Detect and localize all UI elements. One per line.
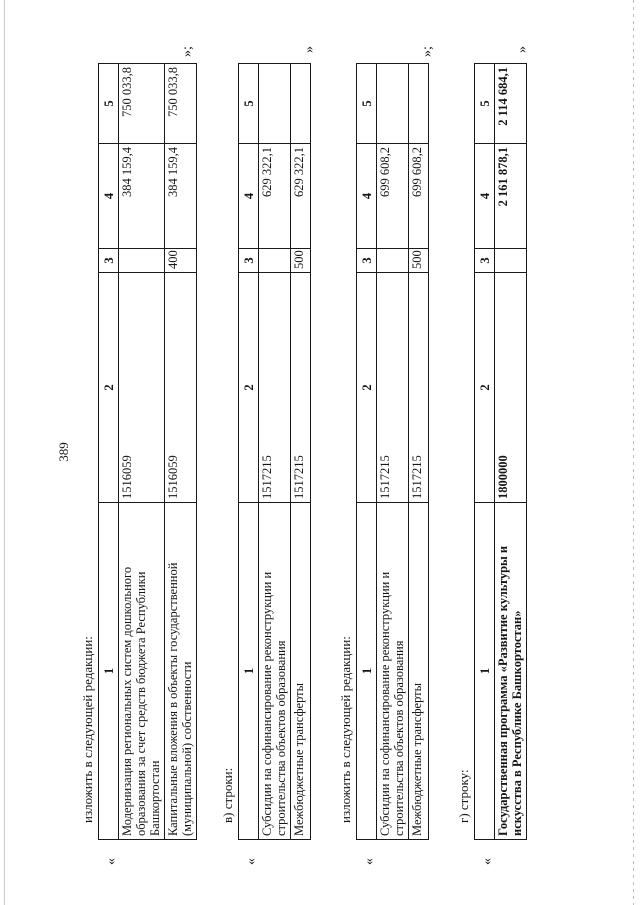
table-header-row <box>239 64 259 840</box>
close-quote: » <box>302 46 317 53</box>
row-type: 500 <box>409 249 429 273</box>
caption-row-g: г) строку: <box>456 769 471 823</box>
table-section-2 <box>238 63 311 840</box>
header-col-5: 5 <box>99 64 119 144</box>
table-row <box>495 64 527 840</box>
budget-table-1 <box>98 63 197 840</box>
open-quote: « <box>244 858 259 865</box>
table-header-row <box>357 64 377 840</box>
row-value-5 <box>291 64 311 144</box>
row-name: Государственная программа «Развитие культуры и искусства в Республике Башкортостан» <box>495 503 527 840</box>
row-type <box>377 249 409 273</box>
table-row <box>291 64 311 840</box>
close-quote: » <box>515 46 530 53</box>
row-code: 1517215 <box>409 273 429 503</box>
header-col-5: 5 <box>239 64 259 144</box>
row-value-5: 750 033,8 <box>165 64 197 144</box>
row-value-5 <box>259 64 291 144</box>
header-col-1: 1 <box>99 503 119 840</box>
row-value-4: 384 159,4 <box>165 144 197 249</box>
page-number: 389 <box>56 442 71 462</box>
row-name: Модернизация региональных систем дошкольного образования за счет средств бюджета Республики Башкортостан <box>119 503 165 840</box>
table-section-4 <box>474 63 527 840</box>
table-section-3 <box>356 63 429 840</box>
open-quote: « <box>480 858 495 865</box>
row-code: 1517215 <box>291 273 311 503</box>
header-col-5: 5 <box>357 64 377 144</box>
header-col-4: 4 <box>239 144 259 249</box>
row-name: Субсидии на софинансирование реконструкции и строительства объектов образования <box>377 503 409 840</box>
header-col-4: 4 <box>357 144 377 249</box>
row-value-4: 699 608,2 <box>377 144 409 249</box>
row-value-4: 2 161 878,1 <box>495 144 527 249</box>
caption-rows-v: в) строки: <box>220 767 235 823</box>
header-col-5: 5 <box>475 64 495 144</box>
budget-table-2 <box>238 63 311 840</box>
table-row <box>377 64 409 840</box>
open-quote: « <box>362 858 377 865</box>
row-code: 1517215 <box>259 273 291 503</box>
close-quote: »; <box>420 46 435 57</box>
header-col-2: 2 <box>239 273 259 503</box>
open-quote: « <box>104 858 119 865</box>
row-code: 1516059 <box>165 273 197 503</box>
budget-table-4 <box>474 63 527 840</box>
table-header-row <box>475 64 495 840</box>
close-quote: »; <box>180 46 195 57</box>
header-col-3: 3 <box>99 249 119 273</box>
row-type: 400 <box>165 249 197 273</box>
header-col-4: 4 <box>475 144 495 249</box>
caption-edit-b: изложить в следующей редакции: <box>338 636 353 823</box>
row-value-5 <box>377 64 409 144</box>
table-row <box>259 64 291 840</box>
header-col-1: 1 <box>239 503 259 840</box>
row-code: 1517215 <box>377 273 409 503</box>
header-col-1: 1 <box>475 503 495 840</box>
row-type: 500 <box>291 249 311 273</box>
row-value-4: 629 322,1 <box>259 144 291 249</box>
table-row <box>119 64 165 840</box>
table-row <box>165 64 197 840</box>
row-value-4: 699 608,2 <box>409 144 429 249</box>
header-col-4: 4 <box>99 144 119 249</box>
row-type <box>119 249 165 273</box>
row-name: Капитальные вложения в объекты государственной (муниципальной) собственности <box>165 503 197 840</box>
table-section-1 <box>98 63 197 840</box>
row-value-4: 629 322,1 <box>291 144 311 249</box>
row-type <box>495 249 527 273</box>
header-col-1: 1 <box>357 503 377 840</box>
table-row <box>409 64 429 840</box>
row-value-5: 2 114 684,1 <box>495 64 527 144</box>
row-value-5: 750 033,8 <box>119 64 165 144</box>
row-name: Субсидии на софинансирование реконструкции и строительства объектов образования <box>259 503 291 840</box>
header-col-2: 2 <box>475 273 495 503</box>
row-name: Межбюджетные трансферты <box>291 503 311 840</box>
budget-table-3 <box>356 63 429 840</box>
table-header-row <box>99 64 119 840</box>
header-col-3: 3 <box>475 249 495 273</box>
row-code: 1800000 <box>495 273 527 503</box>
row-type <box>259 249 291 273</box>
row-value-4: 384 159,4 <box>119 144 165 249</box>
header-col-3: 3 <box>357 249 377 273</box>
header-col-3: 3 <box>239 249 259 273</box>
row-name: Межбюджетные трансферты <box>409 503 429 840</box>
caption-edit-a: изложить в следующей редакции: <box>80 636 95 823</box>
header-col-2: 2 <box>99 273 119 503</box>
row-value-5 <box>409 64 429 144</box>
header-col-2: 2 <box>357 273 377 503</box>
row-code: 1516059 <box>119 273 165 503</box>
